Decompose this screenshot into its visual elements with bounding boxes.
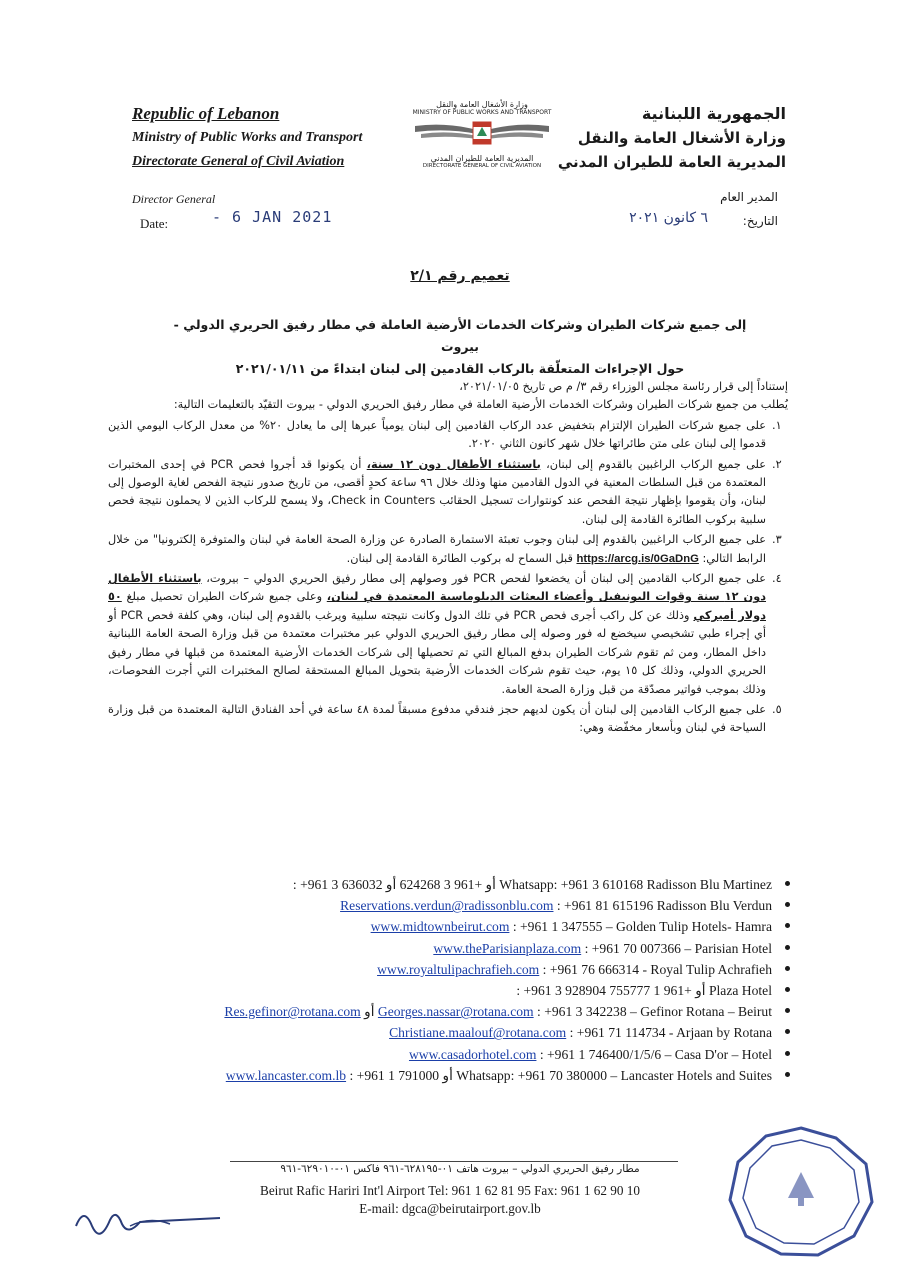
bullet-icon bbox=[785, 966, 790, 971]
republic-en: Republic of Lebanon bbox=[132, 104, 280, 123]
hotel-website-link[interactable]: www.midtownbeirut.com bbox=[370, 919, 510, 935]
hotel-website-link[interactable]: www.casadorhotel.com bbox=[408, 1046, 537, 1062]
hotel-item bbox=[90, 938, 790, 959]
header-english bbox=[132, 102, 362, 174]
hotel-item bbox=[90, 874, 790, 895]
hotel-contact: : +961 70 007366 – bbox=[584, 940, 692, 956]
instructions-list bbox=[108, 417, 788, 738]
footer-divider bbox=[230, 1161, 678, 1162]
date-stamp-en: - 6 JAN 2021 bbox=[212, 208, 333, 226]
instruction-text: على جميع الركاب الراغبين بالقدوم إلى لبنان، bbox=[546, 457, 767, 471]
ministry-ar: وزارة الأشغال العامة والنقل bbox=[577, 129, 786, 147]
instruction-text: أن يكونوا قد أجروا فحص PCR في إحدى المختبرات المعتمدة من قبل السلطات المعنية في الدول القادمين منها وذلك خلال ٩٦ ساعة كحدٍ أقصى، من تاريخ صدور نتيجة الفحص لغاية الوصول إلى لبنان، وأن يقوموا بإظهار نتيجة الفحص عند كونتوارات تسجيل الحقائب Check in Counters، ولا يسمح للركاب الذين لا يحملون نتيجة فحص سلبية بركوب الطائرة القادمة إلى لبنان. bbox=[108, 457, 766, 526]
logo-top-ar: وزارة الأشغال العامة والنقل bbox=[436, 100, 528, 109]
hotel-name: Golden Tulip Hotels- Hamra bbox=[616, 919, 772, 935]
ministry-logo bbox=[402, 100, 562, 169]
official-stamp-icon bbox=[726, 1124, 876, 1259]
circular-body bbox=[108, 378, 788, 740]
instruction-2 bbox=[108, 456, 782, 530]
exception-list: باستثناء الأطفال دون ١٢ سنة وقوات اليونيفيل وأعضاء البعثات الدبلوماسية المعتمدة في لبنان، bbox=[108, 572, 767, 604]
hotel-name: Plaza Hotel bbox=[708, 983, 772, 999]
hotel-contact: : +961 76 666314 - bbox=[542, 961, 647, 977]
instruction-1 bbox=[108, 417, 782, 454]
hotel-item bbox=[90, 1065, 790, 1086]
instruction-4 bbox=[108, 570, 782, 699]
intro-line-1: إستناداً إلى قرار رئاسة مجلس الوزراء رقم ٣/ م ص تاريخ ٢٠٢١/٠١/٠٥، bbox=[459, 380, 788, 393]
fee-amount: ٥٠ دولار أميركي bbox=[108, 590, 766, 622]
footer-address-ar: مطار رفيق الحريري الدولي – بيروت هاتف ٠١-٦٢٨١٩٥-٩٦١ فاكس ٠١-٦٢٩٠١٠-٩٦١ bbox=[280, 1163, 640, 1175]
bullet-icon bbox=[785, 987, 790, 992]
instruction-text: على جميع شركات الطيران الإلتزام بتخفيض عدد الركاب القادمين إلى لبنان يومياً عبرها إلى ما يعادل ٢٠% من معدل الركاب اليومي الذين قدموا إلى لبنان على متن طائراتها خلال شهر كانون الثاني ٢٠٢٠. bbox=[108, 418, 766, 451]
hotel-item bbox=[90, 959, 790, 980]
hotel-item bbox=[90, 1044, 790, 1065]
logo-bottom-en: DIRECTORATE GENERAL OF CIVIL AVIATION bbox=[422, 163, 542, 169]
instruction-number: ٥. bbox=[772, 702, 782, 716]
header-arabic bbox=[558, 102, 786, 174]
bullet-icon bbox=[785, 1008, 790, 1013]
bullet-icon bbox=[785, 1051, 790, 1056]
instruction-number: ١. bbox=[772, 418, 782, 432]
circular-title: تعميم رقم ٢/١ bbox=[410, 268, 510, 284]
footer-phone-line: Beirut Rafic Hariri Int'l Airport Tel: 961 1 62 81 95 Fax: 961 1 62 90 10 bbox=[260, 1183, 640, 1198]
hotel-website-link[interactable]: www.lancaster.com.lb bbox=[225, 1067, 347, 1083]
hotel-email-link[interactable]: Reservations.verdun@radissonblu.com bbox=[340, 898, 554, 914]
director-general-en: Director General bbox=[132, 192, 216, 206]
or-separator: أو bbox=[364, 1004, 375, 1020]
bullet-icon bbox=[785, 1072, 790, 1077]
hotel-contact: : +961 1 746400/1/5/6 – bbox=[539, 1046, 672, 1062]
cedar-wings-icon bbox=[407, 116, 557, 148]
instruction-text: وذلك عن كل راكب أجرى فحص PCR في تلك الدول وكانت نتيجته سلبية ويرغب بالقدوم إلى لبنان، وهي كلفة فحص PCR أو أي إجراء طبي تشخيصي سيخضع له فور وصوله إلى مطار رفيق الحريري الدولي عبر مختبرات معتمدة من قبل وزارة الصحة العامة اللبنانية داخل المطار، ومن ثم تقوم شركات الطيران بدفع المبالغ التي تم تحصيلها إلى شركات الخدمات الأرضية المعتمدة من قبلها في مطار رفيق الحريري الدولي، وذلك كل ١٥ يوم، حيث تقوم شركات الخدمات الأرضية بتحويل المبالغ المستحقة لصالح المختبرات التي أجرت الفحوصات، وذلك بموجب فواتير مصدّقة من قبل وزارة الصحة العامة. bbox=[108, 608, 766, 696]
exception-children: باستثناء الأطفال دون ١٢ سنة، bbox=[366, 457, 541, 471]
subject-line-2: حول الإجراءات المتعلّقة بالركاب القادمين إلى لبنان ابتداءً من ٢٠٢١/٠١/١١ bbox=[235, 361, 685, 376]
hotel-email-link[interactable]: Res.gefinor@rotana.com bbox=[224, 1004, 361, 1020]
hotel-item bbox=[90, 980, 790, 1001]
hotel-name: Lancaster Hotels and Suites bbox=[620, 1067, 772, 1083]
instruction-text: على جميع الركاب الراغبين بالقدوم إلى لبنان وجوب تعبئة الاستمارة الصادرة عن وزارة الصحة العامة في لبنان والمتوفرة إلكترونيا" من خلال الرابط التالي: bbox=[108, 533, 766, 565]
footer-email-line: E-mail: dgca@beirutairport.gov.lb bbox=[359, 1201, 541, 1216]
bullet-icon bbox=[785, 1029, 790, 1034]
hotel-website-link[interactable]: www.theParisianplaza.com bbox=[433, 940, 582, 956]
hotel-name: Arjaan by Rotana bbox=[676, 1025, 772, 1041]
directorate-ar: المديرية العامة للطيران المدني bbox=[557, 153, 786, 171]
hotel-contact: : +961 3 342238 – bbox=[537, 1004, 637, 1020]
instruction-text: على جميع الركاب القادمين إلى لبنان أن يخضعوا لفحص PCR فور وصولهم إلى مطار رفيق الحريري الدولي – بيروت، bbox=[206, 572, 767, 586]
hotel-name: Royal Tulip Achrafieh bbox=[650, 961, 772, 977]
signature-icon bbox=[70, 1196, 230, 1246]
hotel-item bbox=[90, 916, 790, 937]
hotel-list bbox=[90, 874, 790, 1086]
hotel-name: Parisian Hotel bbox=[694, 940, 772, 956]
health-form-link[interactable]: https://arcg.is/0GaDnG bbox=[576, 552, 699, 565]
hotel-contact: : +961 71 114734 - bbox=[569, 1025, 674, 1041]
subject-line-1: إلى جميع شركات الطيران وشركات الخدمات الأرضية العاملة في مطار رفيق الحريري الدولي - بيروت bbox=[173, 317, 747, 354]
ministry-en: Ministry of Public Works and Transport bbox=[132, 130, 363, 145]
instruction-number: ٣. bbox=[772, 533, 782, 547]
hotel-email-link[interactable]: Christiane.maalouf@rotana.com bbox=[389, 1025, 567, 1041]
hotel-item bbox=[90, 895, 790, 916]
date-value-ar: ٦ كانون ٢٠٢١ bbox=[629, 210, 708, 226]
hotel-contact: : +961 3 636032 أو +961 3 624268 أو Whatsapp: +961 3 610168 bbox=[292, 877, 644, 892]
hotel-contact: : +961 3 928904 أو +961 1 755777 bbox=[516, 983, 706, 999]
hotel-name: Gefinor Rotana – Beirut bbox=[640, 1004, 772, 1020]
bullet-icon bbox=[785, 881, 790, 886]
hotel-email-link[interactable]: Georges.nassar@rotana.com bbox=[377, 1004, 534, 1020]
hotel-item bbox=[90, 1022, 790, 1043]
hotel-contact: : +961 1 347555 – bbox=[512, 919, 613, 935]
subject bbox=[160, 314, 760, 380]
instruction-number: ٢. bbox=[772, 457, 782, 471]
instruction-5 bbox=[108, 701, 782, 738]
date-label-ar: التاريخ: bbox=[742, 214, 778, 228]
hotel-contact: : +961 1 791000 أو Whatsapp: +961 70 380000 – bbox=[349, 1067, 618, 1083]
logo-bottom-ar: المديرية العامة للطيران المدني bbox=[430, 154, 534, 163]
instruction-number: ٤. bbox=[772, 572, 782, 586]
bullet-icon bbox=[785, 902, 790, 907]
instruction-text: وعلى جميع شركات الطيران تحصيل مبلغ bbox=[126, 590, 323, 604]
hotel-item bbox=[90, 1001, 790, 1022]
hotel-website-link[interactable]: www.royaltulipachrafieh.com bbox=[377, 961, 540, 977]
bullet-icon bbox=[785, 923, 790, 928]
footer-address-en bbox=[200, 1182, 700, 1218]
logo-top-en: MINISTRY OF PUBLIC WORKS AND TRANSPORT bbox=[412, 109, 552, 116]
hotel-name: Radisson Blu Martinez bbox=[646, 877, 772, 892]
bullet-icon bbox=[785, 945, 790, 950]
director-general-ar: المدير العام bbox=[720, 190, 778, 204]
hotel-name: Casa D'or – Hotel bbox=[674, 1046, 772, 1062]
instruction-3 bbox=[108, 531, 782, 568]
hotel-name: Radisson Blu Verdun bbox=[656, 898, 772, 914]
hotel-contact: : +961 81 615196 bbox=[556, 898, 654, 914]
date-label-en: Date: bbox=[140, 216, 169, 231]
intro-line-2: يُطلب من جميع شركات الطيران وشركات الخدمات الأرضية العاملة في مطار رفيق الحريري الدولي - بيروت التقيّد بالتعليمات التالية: bbox=[173, 398, 788, 412]
instruction-text: قبل السماح له بركوب الطائرة القادمة إلى لبنان. bbox=[346, 551, 573, 565]
republic-ar: الجمهورية اللبنانية bbox=[641, 104, 786, 123]
directorate-en: Directorate General of Civil Aviation bbox=[132, 154, 345, 169]
instruction-text: على جميع الركاب القادمين إلى لبنان أن يكون لديهم حجز فندقي مدفوع مسبقاً لمدة ٤٨ ساعة في أحد الفنادق التالية المعتمدة من قبل وزارة السياحة في لبنان وبأسعار مخفّضة وهي: bbox=[108, 702, 766, 735]
